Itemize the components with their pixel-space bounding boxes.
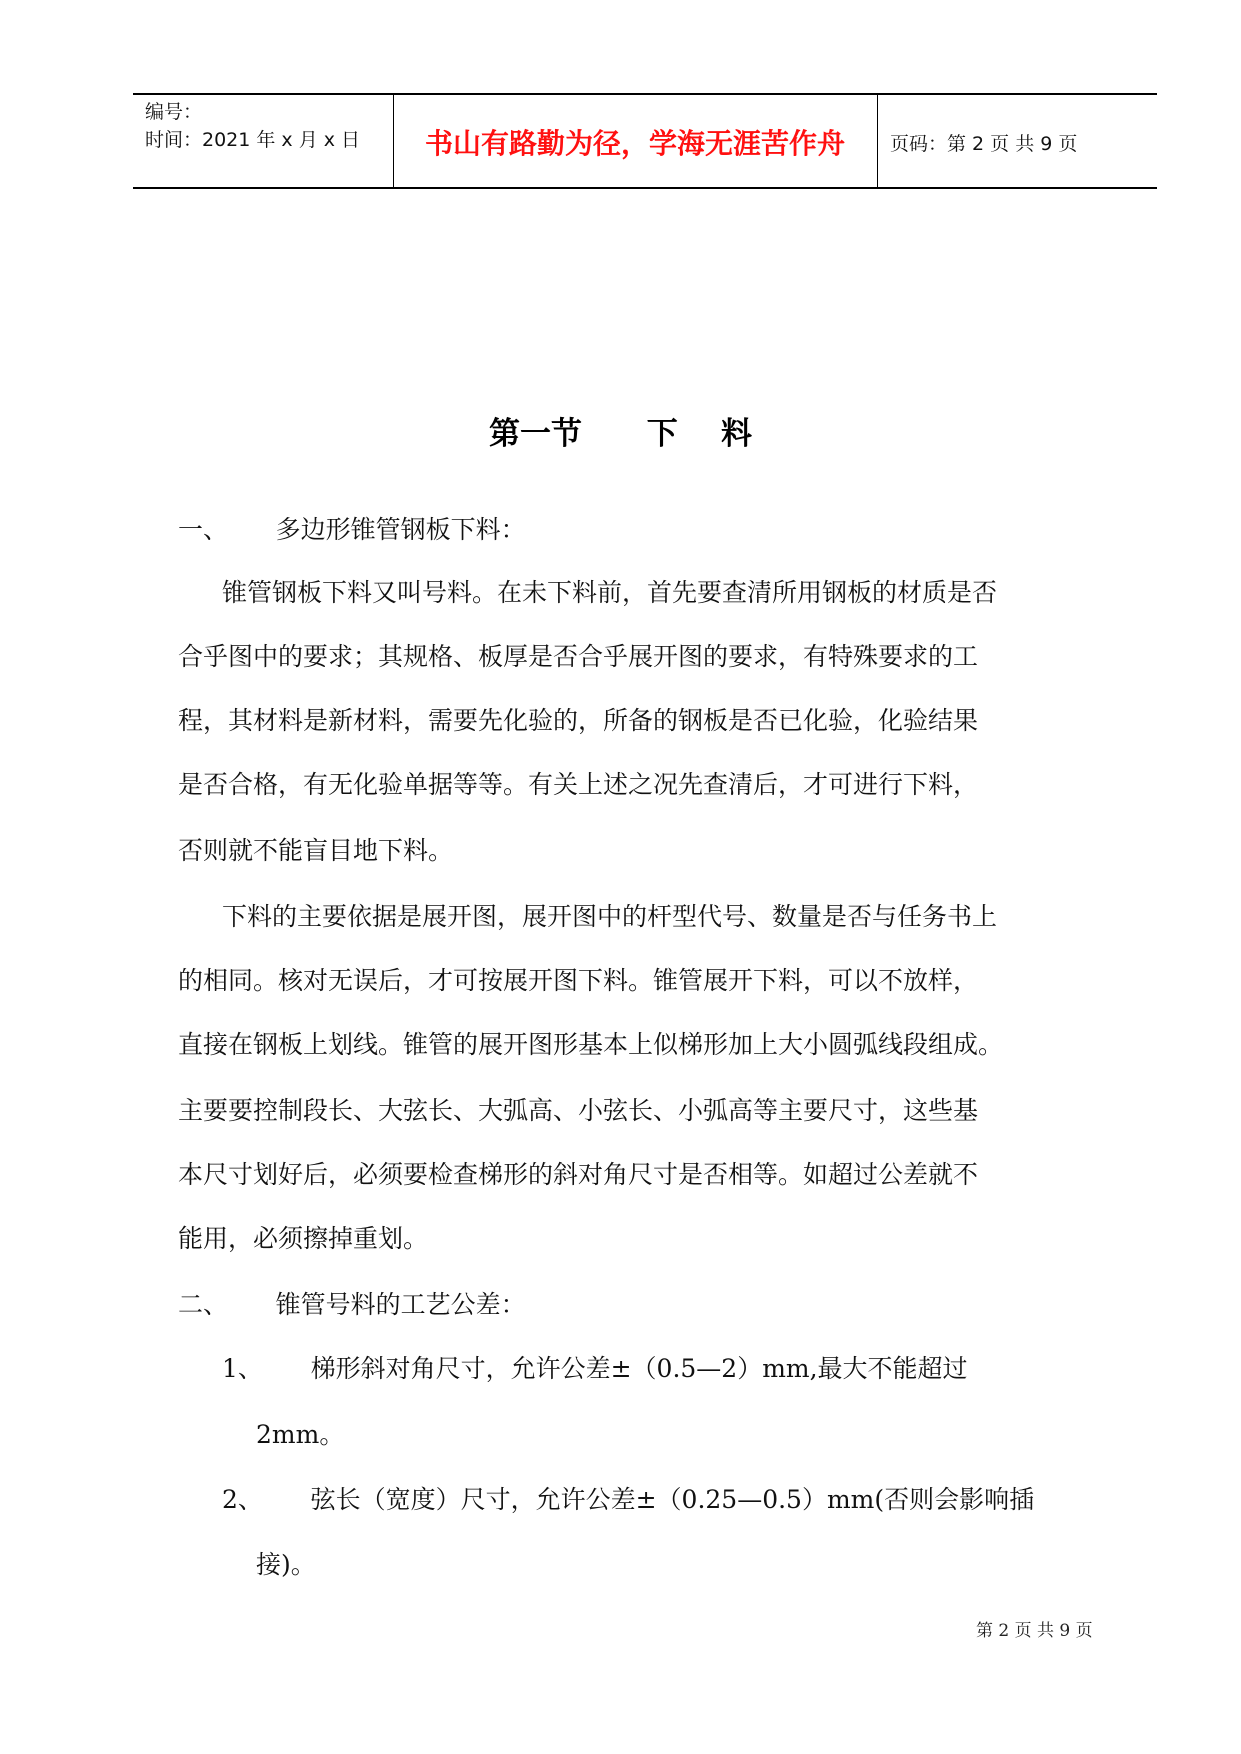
heading-two: 二、 锥管号料的工艺公差：: [178, 1290, 526, 1319]
para1-line2: 合乎图中的要求；其规格、板厚是否合乎展开图的要求，有特殊要求的工: [178, 642, 979, 671]
para1-line3: 程，其材料是新材料，需要先化验的，所备的钢板是否已化验，化验结果: [178, 706, 979, 735]
item1-line1: 1、 梯形斜对角尺寸，允许公差±（0.5—2）mm,最大不能超过: [222, 1354, 968, 1383]
item2-line2: 接)。: [256, 1550, 316, 1579]
para2-line4: 主要要控制段长、大弦长、大弧高、小弦长、小弧高等主要尺寸，这些基: [178, 1096, 979, 1125]
header-time-label: 时间：2021 年 x 月 x 日: [145, 129, 361, 151]
para1-line4: 是否合格，有无化验单据等等。有关上述之况先查清后，才可进行下料，: [178, 770, 979, 799]
header-top-rule: [133, 93, 1157, 95]
header-left-block: [145, 98, 360, 154]
heading-one: 一、 多边形锥管钢板下料：: [178, 515, 526, 544]
para2-line5: 本尺寸划好后，必须要检查梯形的斜对角尺寸是否相等。如超过公差就不: [178, 1160, 979, 1189]
item2-line1: 2、 弦长（宽度）尺寸，允许公差±（0.25—0.5）mm(否则会影响插: [222, 1485, 1035, 1514]
header-bottom-rule: [133, 187, 1157, 189]
para2-line3: 直接在钢板上划线。锥管的展开图形基本上似梯形加上大小圆弧线段组成。: [178, 1030, 1004, 1059]
para2-line2: 的相同。核对无误后，才可按展开图下料。锥管展开下料，可以不放样，: [178, 966, 979, 995]
page-footer: 第 2 页 共 9 页: [976, 1621, 1093, 1641]
header-number-label: 编号：: [145, 101, 203, 123]
item1-line2: 2mm。: [256, 1420, 345, 1449]
section-title: 第一节 下 料: [489, 416, 752, 452]
para2-line1: 下料的主要依据是展开图，展开图中的杆型代号、数量是否与任务书上: [222, 902, 998, 931]
para2-line6: 能用，必须擦掉重划。: [178, 1224, 429, 1253]
header-page-label: 页码：第 2 页 共 9 页: [890, 133, 1078, 155]
para1-line5: 否则就不能盲目地下料。: [178, 836, 454, 865]
header-divider-right: [877, 93, 878, 187]
header-divider-left: [393, 93, 394, 187]
header-motto: 书山有路勤为径，学海无涯苦作舟: [424, 127, 845, 160]
para1-line1: 锥管钢板下料又叫号料。在未下料前，首先要查清所用钢板的材质是否: [222, 578, 998, 607]
